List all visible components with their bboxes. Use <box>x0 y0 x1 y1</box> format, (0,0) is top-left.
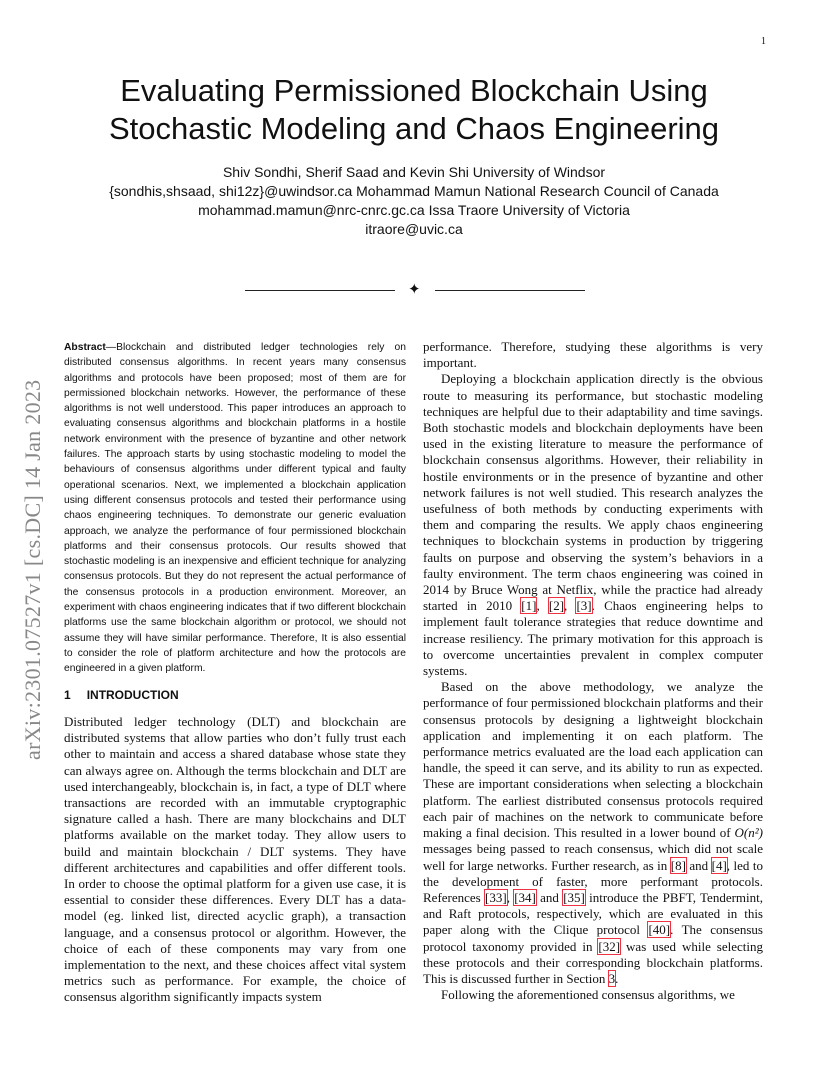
text-run: , <box>564 598 577 614</box>
citation-link[interactable]: [8] <box>670 857 686 873</box>
paragraph <box>423 679 763 987</box>
text-run: . Chaos engineering helps to implement fault tolerance strategies that reduce downtime and increase resiliency. The primary motivation for this approach is to overcome uncertainties prevalent in complex computer systems. <box>423 598 763 679</box>
citation-link[interactable]: [40] <box>648 922 671 938</box>
paper-title: Evaluating Permissioned Blockchain Using Stochastic Modeling and Chaos Engineering <box>108 73 720 146</box>
paragraph: Following the aforementioned consensus algorithms, we <box>441 987 735 1003</box>
text-run: was used while selecting these protocols and their corresponding blockchain platforms. This is discussed further in Section <box>423 938 763 986</box>
section-title: INTRODUCTION <box>86 688 179 702</box>
text-run: , <box>506 889 515 905</box>
paragraph <box>423 371 763 679</box>
abstract-label: Abstract <box>64 342 106 353</box>
diamond-icon: ✦ <box>408 280 421 298</box>
page-number: 1 <box>761 36 766 47</box>
author-block <box>60 163 768 239</box>
citation-link[interactable]: [4] <box>711 857 727 873</box>
paragraph: Distributed ledger technology (DLT) and blockchain are distributed systems that allow parties who don’t fully trust each other to maintain and access a shared database whose state they can always agree on. Although the terms blockchain and DLT are used interchangeably, blockchain is, in fact, a type of DLT where transactions are recorded with an immutable cryptographic signature called a hash. There are many blockchains and DLT platforms available on the market today. They allow users to build and maintain blockchain / DLT systems. They have different architectures and capabilities and offer different tools. In order to choose the optimal platform for a given use case, it is essential to consider these differences. Every DLT has a data-model (eg. linked list, directed acyclic graph), a transaction language, and a consensus protocol or algorithm. However, the choice of each of these components may vary from one implementation to the next, and these choices affect vital system metrics such as performance. For example, the choice of consensus algorithm significantly impacts system <box>64 714 406 1005</box>
author-line: itraore@uvic.ca <box>365 221 463 237</box>
text-run: . The consensus protocol taxonomy provided in <box>423 922 763 954</box>
text-run: and <box>535 889 564 905</box>
text-run: introduce the PBFT, Tendermint, and Raft protocols, respectively, which are evaluated in this paper along with the Clique protocol <box>423 889 763 938</box>
introduction-column-left <box>64 714 406 1006</box>
text-run: and <box>685 857 712 873</box>
section-separator <box>245 280 585 299</box>
author-line: Shiv Sondhi, Sherif Saad and Kevin Shi University of Windsor <box>222 164 606 180</box>
author-line: {sondhis,shsaad, shi12z}@uwindsor.ca Mohammad Mamun National Research Council of Canada <box>109 183 719 199</box>
text-run: . <box>615 970 619 986</box>
section-heading <box>64 688 406 702</box>
citation-link[interactable]: [34] <box>514 889 536 905</box>
citation-link[interactable]: [2] <box>548 598 565 614</box>
author-line: mohammad.mamun@nrc-cnrc.gc.ca Issa Traore University of Victoria <box>198 202 630 218</box>
citation-link[interactable]: [33] <box>485 889 507 905</box>
abstract-text: —Blockchain and distributed ledger technologies rely on distributed consensus algorithms. In recent years many consensus algorithms and protocols have been proposed; most of them are for permissioned blockchain networks. However, the performance of these algorithms is not well understood. This paper introduces an approach to evaluating consensus algorithms and blockchain platforms in a hostile network environment with the presence of byzantine and other network failures. The approach starts by using stochastic modeling to model the behaviours of consensus algorithms under different typical and faulty operational scenarios. Next, we implemented a blockchain application using different consensus protocols and tested their performance using chaos engineering techniques. To demonstrate our generic evaluation approach, we analyze the performance of four permissioned blockchain platforms and their consensus protocols. Our results showed that stochastic modeling is an inexpensive and efficient technique for analyzing consensus protocols. But they do not represent the actual performance of the consensus protocols in a production environment. Moreover, an experiment with chaos engineering indicates that if two different blockchain platforms use the same blockchain algorithm or protocol, we should not assume they will have similar performance. Therefore, It is also essential to consider the role of platform architecture and how the protocols are engineered in a given platform. <box>64 342 406 675</box>
text-run: , <box>536 598 549 614</box>
section-number: 1 <box>64 688 71 702</box>
arxiv-identifier: arXiv:2301.07527v1 [cs.DC] 14 Jan 2023 <box>20 379 45 760</box>
section-reference-link[interactable]: 3 <box>608 970 616 986</box>
citation-link[interactable]: [3] <box>576 598 592 614</box>
math-expression: O(n²) <box>734 825 763 841</box>
text-run: Deploying a blockchain application directly is the obvious route to measuring its performance, but stochastic modeling techniques are helpful due to their adaptability and time savings. Both stochastic models and blockchain deployments have been used in the existing literature to measure the performance of blockchain consensus algorithms. However, their reliability in hostile environments or in the presence of byzantine and other network failures is not well studied. This research analyzes the usefulness of both methods by conducting experiments with them and comparing the results. We apply chaos engineering techniques to blockchain systems in production by triggering faults on purpose and observing the system’s behaviors in a faulty environment. The term chaos engineering was coined in 2014 by Bruce Wong at Netflix, while the practice had already started in 2010 <box>423 371 763 614</box>
separator-line <box>435 290 585 291</box>
citation-link[interactable]: [1] <box>521 598 537 614</box>
text-run: messages being passed to reach consensus, which did not scale well for large networks. Further research, as in <box>423 841 763 873</box>
text-run: , led to the development of faster, more performant protocols. References <box>423 857 763 905</box>
introduction-column-right <box>423 339 763 1003</box>
text-run: Based on the above methodology, we analyze the performance of four permissioned blockchain platforms and their consensus protocols by designing a lightweight blockchain application and implementing it on each platform. The performance metrics evaluated are the load each application can handle, the speed it can serve, and its ability to run as expected. These are important considerations when selecting a blockchain platform. The earliest distributed consensus protocols required each pair of machines on the network to communicate before making a final decision. This resulted in a lower bound of <box>423 679 763 841</box>
paragraph: performance. Therefore, studying these algorithms is very important. <box>423 339 763 371</box>
citation-link[interactable]: [35] <box>563 889 585 905</box>
separator-line <box>245 290 395 291</box>
abstract <box>64 340 406 677</box>
citation-link[interactable]: [32] <box>598 938 621 954</box>
